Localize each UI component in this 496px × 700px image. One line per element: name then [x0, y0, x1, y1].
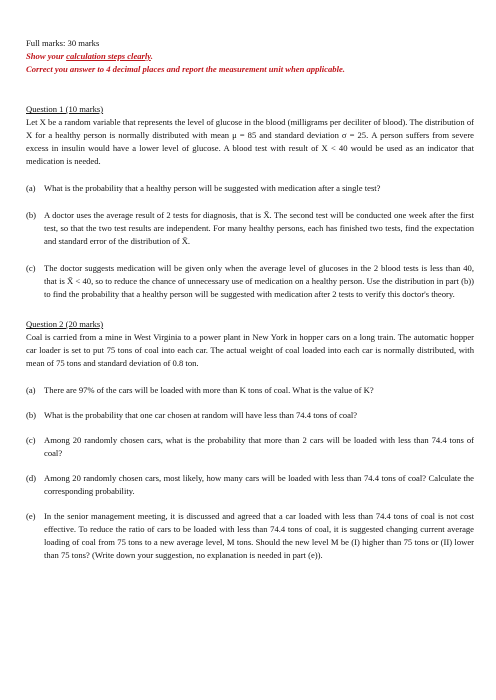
question-1-intro: Let X be a random variable that represents the level of glucose in the blood (milligrams per deciliter of blood). The distribution of X for a healthy person is normally distributed with mean μ = 85 and standard deviation σ = 25. A person suffers from severe excess in insulin would have a lower level of glucose. A blood test with result of X < 40 would be used as an indicator that medication is needed.: [26, 117, 474, 166]
part-text: What is the probability that one car chosen at random will have less than 74.4 tons of coal?: [44, 410, 358, 420]
part-text: What is the probability that a healthy person will be suggested with medication after a single test?: [44, 183, 381, 193]
document-page: [26, 37, 474, 562]
question-2-part-b: [26, 409, 474, 422]
part-label: (e): [26, 511, 36, 521]
part-text: Among 20 randomly chosen cars, what is the probability that more than 2 cars will be loaded with less than 74.4 tons of coal?: [44, 435, 474, 458]
full-marks: Full marks: 30 marks: [26, 38, 100, 48]
question-1-part-b: [26, 209, 474, 248]
question-2-part-c: [26, 434, 474, 460]
question-2-intro: Coal is carried from a mine in West Virginia to a power plant in New York in hopper cars on a long train. The automatic hopper car loader is set to put 75 tons of coal into each car. The actual weight of coal loaded into each car is normally distributed, with mean of 75 tons and standard deviation of 0.8 ton.: [26, 332, 474, 368]
question-1-heading: Question 1 (10 marks): [26, 104, 104, 114]
part-text: In the senior management meeting, it is discussed and agreed that a car loaded with less than 74.4 tons of coal is not cost effective. To reduce the ratio of cars to be loaded with less than 74.4 tons of coal, it is suggested changing current average loading of coal from 75 tons to a new average level, M tons. Should the new level M be (I) higher than 75 tons or (II) lower than 75 tons? (Write down your suggestion, no explanation is needed in part (e)).: [44, 511, 474, 560]
show-steps-underlined: calculation steps clearly: [66, 51, 151, 61]
part-label: (c): [26, 263, 36, 273]
show-steps-prefix: Show your: [26, 51, 67, 61]
part-text: Among 20 randomly chosen cars, most likely, how many cars will be loaded with less than 74.4 tons of coal? Calculate the corresponding probability.: [44, 473, 474, 496]
part-label: (d): [26, 473, 37, 483]
part-label: (a): [26, 183, 36, 193]
question-1-part-a: [26, 182, 474, 195]
part-text: The doctor suggests medication will be given only when the average level of glucoses in the 2 blood tests is less than 40, that is X̄ < 40, so to reduce the chance of unnecessary use of medication on a healthy person. Use the distribution in part (b)) to find the probability that a healthy person will be suggested with medication after 2 tests to verify this doctor's theory.: [44, 263, 474, 299]
question-2-part-a: [26, 384, 474, 397]
part-label: (b): [26, 210, 37, 220]
question-2-part-e: [26, 510, 474, 562]
show-steps-instruction: [26, 50, 474, 63]
part-label: (a): [26, 385, 36, 395]
question-2-heading: Question 2 (20 marks): [26, 319, 104, 329]
question-1-part-c: [26, 262, 474, 301]
part-label: (c): [26, 435, 36, 445]
part-text: There are 97% of the cars will be loaded with more than K tons of coal. What is the value of K?: [44, 385, 374, 395]
part-label: (b): [26, 410, 37, 420]
decimal-places-instruction: Correct you answer to 4 decimal places and report the measurement unit when applicable.: [26, 64, 345, 74]
part-text: A doctor uses the average result of 2 tests for diagnosis, that is X̄. The second test will be conducted one week after the first test, so that the two test results are independent. For many healthy persons, each has finished two tests, find the expectation and standard error of the distribution of X̄.: [44, 210, 474, 246]
show-steps-suffix: .: [150, 51, 153, 61]
question-2-part-d: [26, 472, 474, 498]
